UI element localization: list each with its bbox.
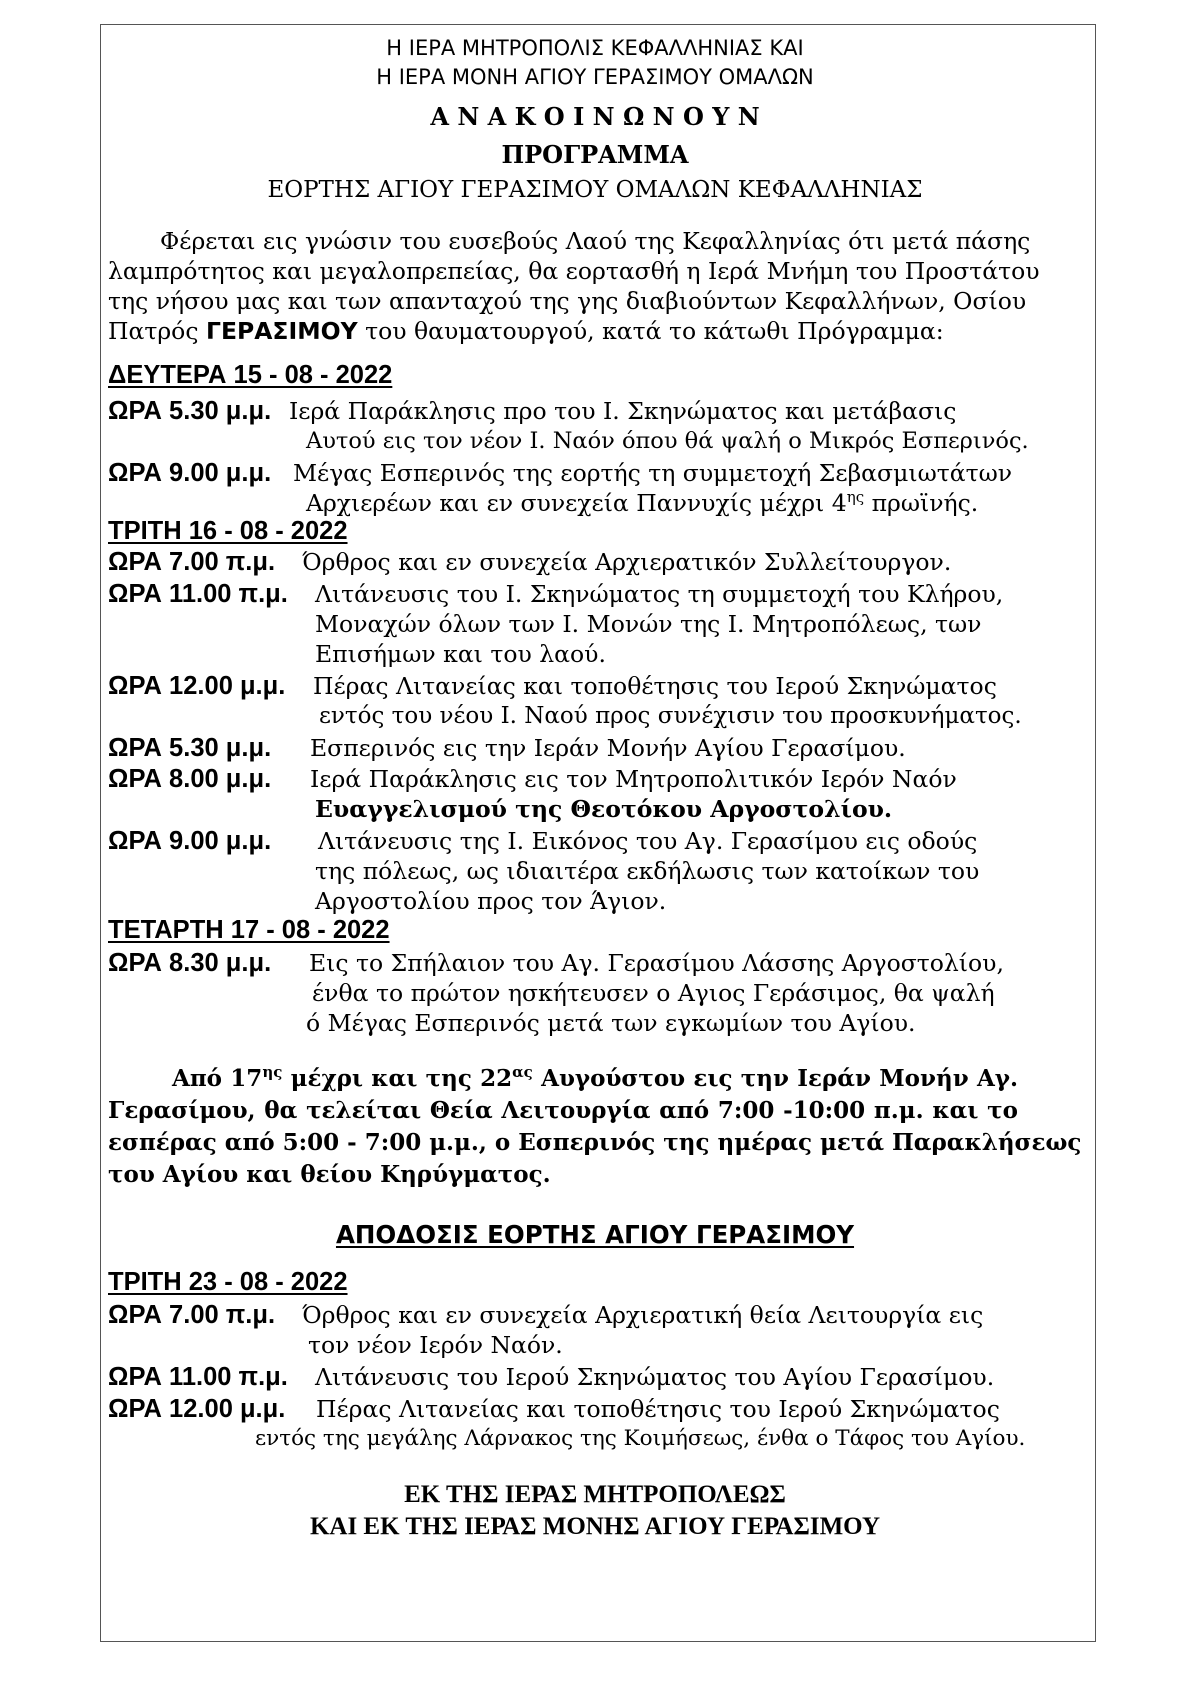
feast-title: ΕΟΡΤΗΣ ΑΓΙΟΥ ΓΕΡΑΣΙΜΟΥ ΟΜΑΛΩΝ ΚΕΦΑΛΛΗΝΙΑΣ (267, 177, 923, 203)
event-text: Αυτού εις τον νέον Ι. Ναόν όπου θά ψαλή ο Μικρός Εσπερινός. (306, 428, 1029, 454)
intro-line-1: Φέρεται εις γνώσιν του ευσεβούς Λαού της Κεφαλληνίας ότι μετά πάσης (160, 227, 1031, 255)
event-text: Πέρας Λιτανείας και τοποθέτησις του Ιερού Σκηνώματος (316, 1395, 1000, 1423)
event-text-bold: Ευαγγελισμού της Θεοτόκου Αργοστολίου. (315, 795, 893, 823)
time-label: ΩΡΑ 5.30 μ.μ. (108, 734, 272, 762)
footer-line-1: ΕΚ ΤΗΣ ΙΕΡΑΣ ΜΗΤΡΟΠΟΛΕΩΣ (404, 1481, 786, 1508)
intro-rest: του θαυματουργού, κατά το κάτωθι Πρόγραμμα: (365, 317, 944, 345)
event-text: Όρθρος και εν συνεχεία Αρχιερατική θεία Λειτουργία εις (302, 1301, 984, 1329)
apodosis-title: ΑΠΟΔΟΣΙΣ ΕΟΡΤΗΣ ΑΓΙΟΥ ΓΕΡΑΣΙΜΟΥ (335, 1220, 855, 1249)
event-text-part: Αρχιερέων και εν συνεχεία Παννυχίς μέχρι 4 (306, 489, 847, 517)
time-label: ΩΡΑ 12.00 μ.μ. (108, 672, 286, 700)
event-text-part: πρωϊνής. (864, 489, 979, 517)
event-text: Λιτάνευσις του Ι. Σκηνώματος τη συμμετοχή του Κλήρου, (315, 580, 1004, 608)
event-text: Λιτάνευσις του Ιερού Σκηνώματος του Αγίου Γερασίμου. (315, 1363, 995, 1391)
intro-line-3: της νήσου μας και των απανταχού της γης διαβιούντων Κεφαλλήνων, Οσίου (108, 287, 1027, 315)
event-text: Αργοστολίου προς τον Άγιον. (315, 887, 667, 915)
note-part: Αυγούστου εις την Ιεράν Μονήν Αγ. (532, 1065, 1018, 1092)
note-line-2: Γερασίμου, θα τελείται Θεία Λειτουργία από 7:00 -10:00 π.μ. και το (108, 1097, 1018, 1124)
intro-patros: Πατρός (108, 317, 199, 345)
note-part: μέχρι και της 22 (282, 1065, 513, 1092)
event-text: ό Μέγας Εσπερινός μετά των εγκωμίων του Αγίου. (306, 1009, 916, 1037)
note-line-1 (172, 1064, 1018, 1094)
day-tuesday-23-date: ΤΡΙΤΗ 23 - 08 - 2022 (108, 1268, 348, 1296)
event-text: Όρθρος και εν συνεχεία Αρχιερατικόν Συλλείτουργον. (302, 548, 952, 576)
time-label: ΩΡΑ 9.00 μ.μ. (108, 459, 272, 487)
note-part: Από 17 (172, 1065, 263, 1092)
day-tuesday-date: ΤΡΙΤΗ 16 - 08 - 2022 (108, 517, 348, 545)
intro-saint-name: ΓΕΡΑΣΙΜΟΥ (205, 317, 358, 345)
superscript: ης (262, 1063, 283, 1081)
footer-line-2: ΚΑΙ ΕΚ ΤΗΣ ΙΕΡΑΣ ΜΟΝΗΣ ΑΓΙΟΥ ΓΕΡΑΣΙΜΟΥ (309, 1513, 881, 1540)
day-monday-date: ΔΕΥΤΕΡΑ 15 - 08 - 2022 (108, 361, 393, 389)
event-text: εντός του νέου Ι. Ναού προς συνέχισιν του προσκυνήματος. (319, 703, 1022, 729)
time-label: ΩΡΑ 7.00 π.μ. (108, 1301, 276, 1329)
event-text: Επισήμων και του λαού. (315, 640, 606, 668)
event-text (306, 488, 978, 518)
event-text: Ιερά Παράκλησις προ του Ι. Σκηνώματος και μετάβασις (289, 397, 957, 425)
superscript: ας (512, 1063, 533, 1081)
time-label: ΩΡΑ 11.00 π.μ. (108, 1363, 288, 1391)
event-text: Πέρας Λιτανείας και τοποθέτησις του Ιερού Σκηνώματος (313, 672, 997, 700)
time-label: ΩΡΑ 8.00 μ.μ. (108, 765, 272, 793)
day-wednesday-date: ΤΕΤΑΡΤΗ 17 - 08 - 2022 (108, 916, 390, 944)
event-text: Μοναχών όλων των Ι. Μονών της Ι. Μητροπόλεως, των (315, 610, 982, 638)
announce-heading: Α Ν Α Κ Ο Ι Ν Ω Ν Ο Υ Ν (430, 102, 760, 131)
header-line-2: Η ΙΕΡΑ ΜΟΝΗ ΑΓΙΟΥ ΓΕΡΑΣΙΜΟΥ ΟΜΑΛΩΝ (376, 65, 814, 89)
event-text: εντός της μεγάλης Λάρνακος της Κοιμήσεως, ένθα ο Τάφος του Αγίου. (255, 1426, 1026, 1451)
intro-line-2: λαμπρότητος και μεγαλοπρεπείας, θα εορτασθή η Ιερά Μνήμη του Προστάτου (108, 257, 1040, 285)
time-label: ΩΡΑ 8.30 μ.μ. (108, 949, 272, 977)
event-text: ένθα το πρώτον ησκήτευσεν ο Αγιος Γεράσιμος, θα ψαλή (312, 979, 995, 1007)
intro-line-4 (108, 316, 944, 346)
time-label: ΩΡΑ 5.30 μ.μ. (108, 397, 272, 425)
event-text: Λιτάνευσις της Ι. Εικόνος του Αγ. Γερασίμου εις οδούς (318, 827, 978, 855)
event-text: Ιερά Παράκλησις εις τον Μητροπολιτικόν Ιερόν Ναόν (310, 765, 957, 793)
event-text: Εις το Σπήλαιον του Αγ. Γερασίμου Λάσσης Αργοστολίου, (309, 949, 1004, 977)
note-line-4: του Αγίου και θείου Κηρύγματος. (108, 1161, 551, 1188)
header-line-1: Η ΙΕΡΑ ΜΗΤΡΟΠΟΛΙΣ ΚΕΦΑΛΛΗΝΙΑΣ ΚΑΙ (386, 36, 804, 60)
event-text: Εσπερινός εις την Ιεράν Μονήν Αγίου Γερασίμου. (310, 734, 906, 762)
time-label: ΩΡΑ 9.00 μ.μ. (108, 827, 272, 855)
note-line-3: εσπέρας από 5:00 - 7:00 μ.μ., ο Εσπερινός της ημέρας μετά Παρακλήσεως (108, 1129, 1082, 1156)
event-text: Μέγας Εσπερινός της εορτής τη συμμετοχή Σεβασμιωτάτων (293, 459, 1013, 487)
program-title: ΠΡΟΓΡΑΜΜΑ (501, 140, 689, 169)
time-label: ΩΡΑ 11.00 π.μ. (108, 580, 288, 608)
time-label: ΩΡΑ 12.00 μ.μ. (108, 1395, 286, 1423)
event-text: τον νέον Ιερόν Ναόν. (308, 1331, 563, 1359)
event-text: της πόλεως, ως ιδιαιτέρα εκδήλωσις των κατοίκων του (315, 857, 980, 885)
superscript: ης (846, 488, 865, 506)
time-label: ΩΡΑ 7.00 π.μ. (108, 548, 276, 576)
